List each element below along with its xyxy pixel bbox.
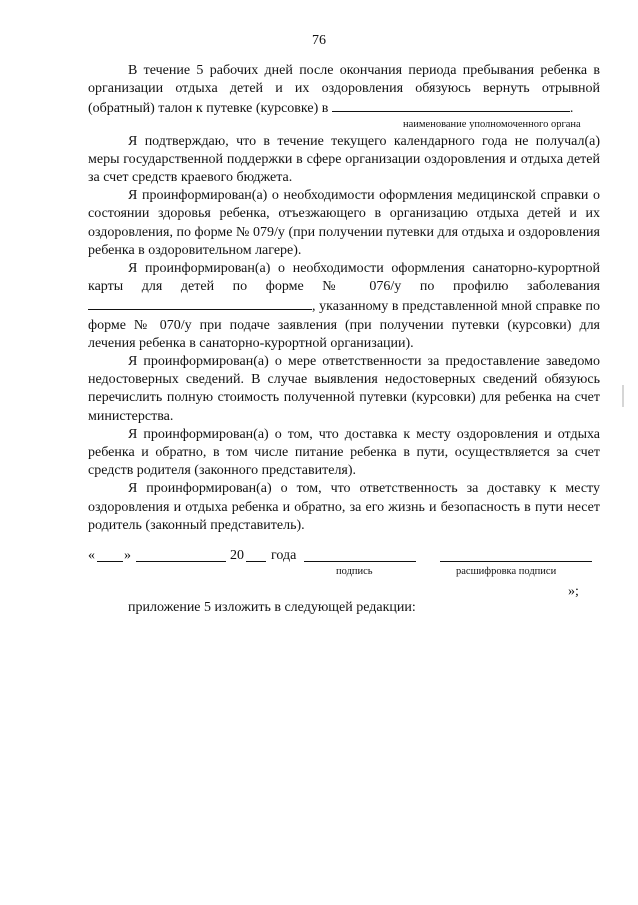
- annex-instruction: приложение 5 изложить в следующей редакции:: [128, 600, 416, 615]
- p4-text-b: , указанному в представленной мной справке по форме № 070/у при подаче заявления (при получении путевки (курсовки) для лечения ребенка в санаторно-курортной организации).: [88, 299, 600, 351]
- closing-quote: »;: [568, 584, 579, 599]
- page-number: 76: [312, 33, 326, 48]
- year-field[interactable]: [246, 548, 266, 562]
- paragraph-delivery-costs: Я проинформирован(а) о том, что доставка к месту оздоровления и отдыха ребенка и обратно, в том числе питание ребенка в пути, осуществляется за счет средств родителя (законного представителя).: [88, 426, 600, 479]
- year-prefix: 20: [230, 548, 244, 563]
- month-field[interactable]: [136, 548, 226, 562]
- authority-name-field[interactable]: [332, 98, 570, 112]
- authority-caption: наименование уполномоченного органа: [403, 118, 581, 130]
- scan-margin-mark: [622, 385, 624, 407]
- paragraph-responsibility: Я проинформирован(а) о мере ответственности за предоставление заведомо недостоверных сведений. В случае выявления недостоверных сведений обязуюсь перечислить полную стоимость полученной путевки (курсовки) для ребенка на счет министерства.: [88, 354, 600, 424]
- signature-decoding-field[interactable]: [440, 548, 592, 562]
- signature-field[interactable]: [304, 548, 416, 562]
- signature-decoding-caption: расшифровка подписи: [456, 566, 557, 577]
- paragraph-confirmation: Я подтверждаю, что в течение текущего календарного года не получал(а) меры государственной поддержки в сфере организации оздоровления и отдыха детей за счет средств краевого бюджета.: [88, 133, 600, 186]
- document-body: [88, 62, 600, 535]
- quote-open: «: [88, 548, 95, 563]
- p1-text: В течение 5 рабочих дней после окончания периода пребывания ребенка в организации отдыха детей и их оздоровления обязуюсь вернуть отрывной (обратный) талон к путевке (курсовке) в: [88, 63, 600, 117]
- disease-profile-field[interactable]: [88, 296, 312, 310]
- p1-end: .: [569, 101, 574, 117]
- signature-row: [88, 548, 600, 566]
- authority-caption-row: [88, 119, 600, 133]
- paragraph-sanatorium-card: [88, 260, 600, 353]
- quote-close: »: [124, 548, 131, 563]
- paragraph-medical-certificate: Я проинформирован(а) о необходимости оформления медицинской справки о состоянии здоровья ребенка, отъезжающего в организацию отдыха детей и их оздоровления, по форме № 079/у (при получении путевки для отдыха и оздоровления ребенка в оздоровительном лагере).: [88, 188, 600, 258]
- paragraph-return-coupon: [88, 62, 600, 119]
- year-suffix: года: [271, 548, 297, 563]
- p4-text-a: Я проинформирован(а) о необходимости оформления санаторно-курортной карты для детей по форме № 076/у по профилю заболевания: [88, 261, 600, 295]
- paragraph-delivery-responsibility: Я проинформирован(а) о том, что ответственность за доставку к месту оздоровления и отдыха ребенка и обратно, за его жизнь и безопасность в пути несет родитель (законный представитель).: [88, 481, 600, 533]
- signature-caption: подпись: [336, 566, 373, 577]
- day-field[interactable]: [97, 548, 123, 562]
